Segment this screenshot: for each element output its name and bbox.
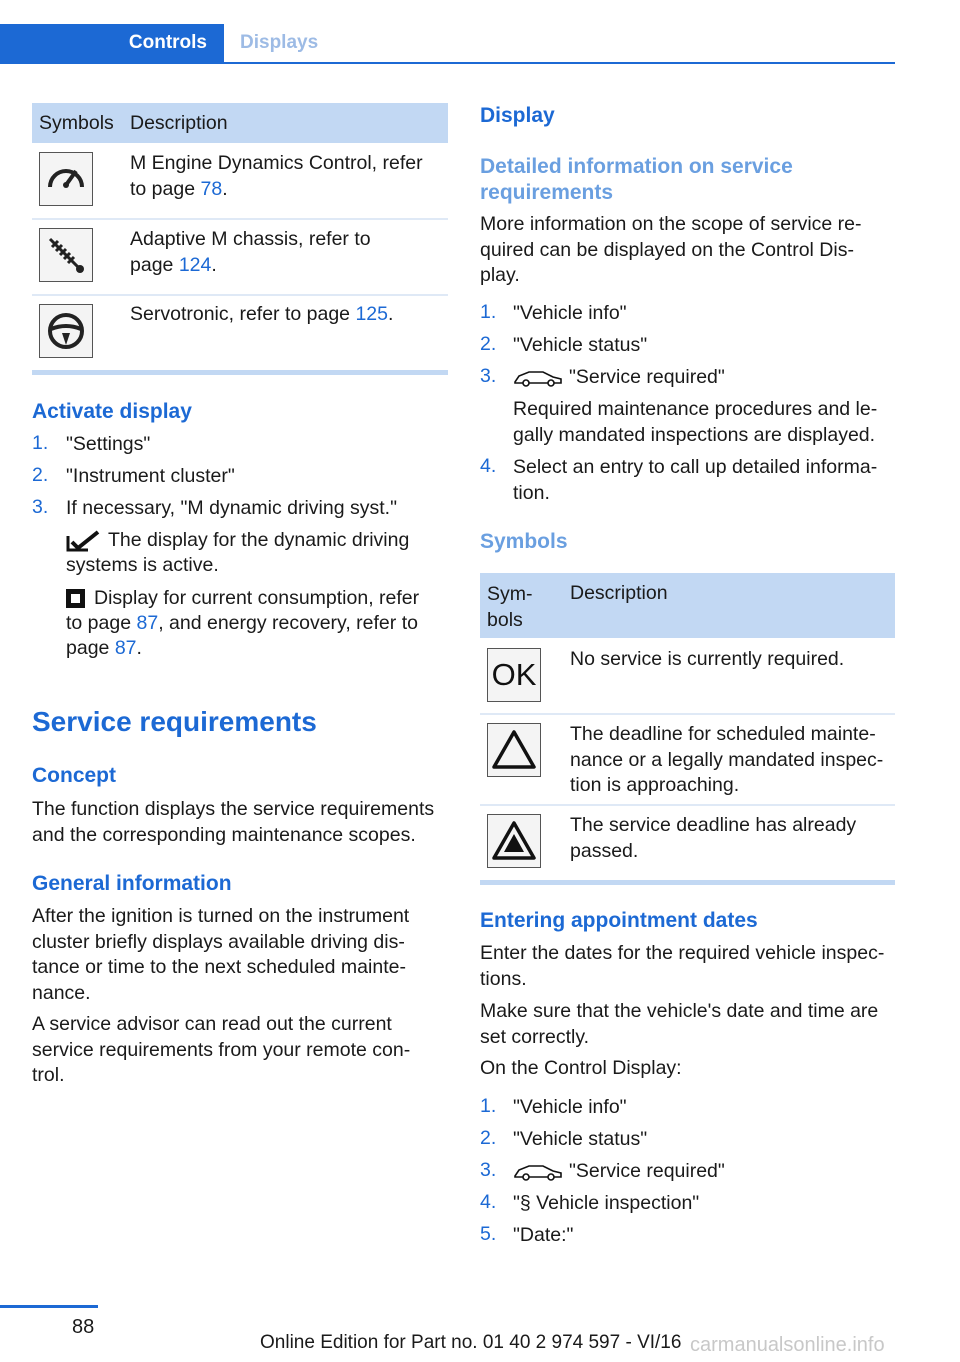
list-item: "Service required" — [569, 1160, 725, 1182]
col-symbols: Symbols — [39, 112, 114, 134]
symbols-heading: Symbols — [480, 530, 568, 553]
ok-label: OK — [491, 657, 537, 692]
list-number: 5. — [480, 1223, 497, 1245]
page-link[interactable]: 87 — [114, 637, 137, 659]
footer-rule — [0, 1305, 98, 1308]
note-consumption-3: page 87. — [66, 637, 142, 659]
note-dynamic-display-2: systems is active. — [66, 554, 219, 576]
appointment-on-display: On the Control Display: — [480, 1057, 682, 1079]
step3-note: Required maintenance procedures and le- gally mandated inspections are displayed. — [513, 398, 878, 446]
row-separator — [32, 218, 448, 220]
gauge-icon — [39, 152, 93, 206]
left-row1-text: M Engine Dynamics Control, refer to page 78. — [130, 152, 423, 200]
col-description: Description — [130, 112, 228, 134]
table-end-rule — [480, 880, 895, 885]
list-item: "Vehicle status" — [513, 334, 648, 356]
activate-display-heading: Activate display — [32, 400, 192, 423]
symbol-row-text: The service deadline has already passed. — [570, 814, 857, 862]
left-table-header — [32, 103, 448, 143]
spring-icon — [39, 228, 93, 282]
overdue-triangle-icon — [487, 814, 541, 868]
list-number: 3. — [480, 365, 497, 387]
list-number: 4. — [480, 455, 497, 477]
left-row2-text: Adaptive M chassis, refer to page 124. — [130, 228, 371, 276]
general-heading: General information — [32, 872, 232, 895]
list-number: 1. — [32, 432, 49, 454]
list-item: "§ Vehicle inspection" — [513, 1192, 700, 1214]
list-number: 2. — [480, 1127, 497, 1149]
list-number: 3. — [32, 496, 49, 518]
list-item: Select an entry to call up detailed informa- tion. — [513, 456, 878, 504]
symbol-row-text: No service is currently required. — [570, 648, 845, 670]
row-separator — [480, 713, 895, 715]
list-number: 2. — [32, 464, 49, 486]
watermark: carmanualsonline.info — [690, 1334, 885, 1356]
page-link[interactable]: 78 — [200, 177, 223, 200]
ok-icon — [487, 648, 541, 702]
display-subheading: Detailed information on service requirements — [480, 155, 793, 204]
list-item: "Vehicle info" — [513, 302, 627, 324]
steering-wheel-icon — [39, 304, 93, 358]
section-title: Service requirements — [32, 706, 317, 737]
symbols-table-header — [480, 573, 895, 638]
page-number: 88 — [72, 1316, 95, 1338]
concept-heading: Concept — [32, 764, 116, 787]
row-separator — [32, 294, 448, 296]
page-link[interactable]: 124 — [178, 253, 212, 276]
square-icon — [66, 589, 85, 608]
col-symbols: Sym- bols — [487, 583, 533, 631]
list-item: "Settings" — [66, 433, 151, 455]
symbol-row-text: The deadline for scheduled mainte- nance or a legally mandated inspec- tion is approaching. — [570, 723, 884, 796]
tab-displays[interactable]: Displays — [240, 32, 319, 53]
list-number: 1. — [480, 1095, 497, 1117]
list-item: "Vehicle status" — [513, 1128, 648, 1150]
checkmark-icon — [66, 530, 100, 552]
advisor-text: A service advisor can read out the current service requirements from your remote con- trol. — [32, 1013, 411, 1086]
col-description: Description — [570, 582, 668, 604]
appointment-check: Make sure that the vehicle's date and time are set correctly. — [480, 1000, 879, 1048]
row-separator — [480, 804, 895, 806]
note-consumption: Display for current consumption, refer — [94, 587, 420, 609]
list-item: "Instrument cluster" — [66, 465, 235, 487]
list-item: "Date:" — [513, 1224, 574, 1246]
edition-text: Online Edition for Part no. 01 40 2 974 597 - VI/16 — [260, 1332, 682, 1353]
list-number: 3. — [480, 1159, 497, 1181]
display-intro: More information on the scope of service re- quired can be displayed on the Control Dis- play. — [480, 213, 862, 286]
tab-controls[interactable]: Controls — [0, 24, 224, 62]
warning-triangle-icon — [487, 723, 541, 777]
car-icon — [513, 1162, 563, 1182]
list-item: If necessary, "M dynamic driving syst." — [66, 497, 397, 519]
page-link[interactable]: 125 — [355, 303, 388, 325]
list-number: 4. — [480, 1191, 497, 1213]
note-dynamic-display: The display for the dynamic driving — [108, 529, 410, 551]
note-consumption-2: to page 87, and energy recovery, refer to — [66, 612, 418, 634]
appointment-intro: Enter the dates for the required vehicle inspec- tions. — [480, 942, 885, 990]
page-link[interactable]: 87 — [136, 612, 159, 634]
list-number: 1. — [480, 301, 497, 323]
list-item: "Service required" — [569, 366, 725, 388]
table-end-rule — [32, 370, 448, 375]
appointment-heading: Entering appointment dates — [480, 909, 758, 932]
general-text: After the ignition is turned on the instrument cluster briefly displays available driving dis- tance or time to the next scheduled mainte- nance. — [32, 905, 410, 1004]
list-item: "Vehicle info" — [513, 1096, 627, 1118]
left-row3-text: Servotronic, refer to page 125. — [130, 303, 394, 325]
concept-text: The function displays the service requirements and the corresponding maintenance scopes. — [32, 798, 435, 846]
display-heading: Display — [480, 104, 555, 127]
list-number: 2. — [480, 333, 497, 355]
car-icon — [513, 368, 563, 388]
